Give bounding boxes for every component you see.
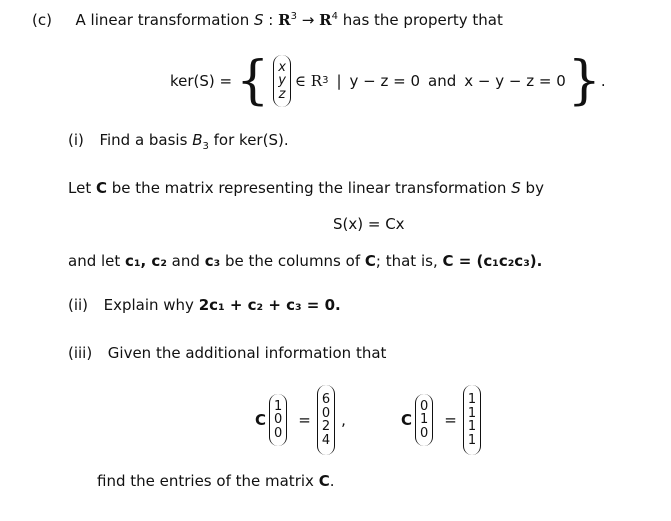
part-ii-text: Explain why	[103, 296, 194, 314]
part-iii-label: (iii)	[68, 344, 93, 362]
eq1-input-3: 0	[274, 425, 283, 441]
columns-c3: c₃	[204, 252, 221, 270]
kernel-condition-1: y − z = 0	[349, 72, 421, 90]
basis-sub: 3	[202, 141, 209, 152]
matrix-definition	[68, 179, 544, 197]
part-i	[68, 131, 289, 152]
eq2-input-1: 0	[420, 398, 429, 414]
part-i-text-before: Find a basis	[99, 131, 188, 149]
intro-text: A linear transformation	[75, 11, 250, 29]
part-ii-label: (ii)	[68, 296, 89, 314]
equation-1	[255, 381, 396, 459]
kernel-bar: |	[336, 72, 342, 90]
part-i-label: (i)	[68, 131, 84, 149]
basis-symbol: B	[192, 131, 203, 149]
right-brace: }	[567, 51, 601, 111]
vector-y: y	[278, 73, 286, 89]
domain-exp: 3	[290, 11, 297, 22]
columns-list: c₁, c₂	[125, 252, 167, 270]
eq1-input-1: 1	[274, 398, 283, 414]
kernel-vector	[273, 55, 291, 107]
eq1-matrix: C	[255, 411, 267, 429]
eq2-output-vector	[463, 385, 481, 455]
eq1-input-2: 0	[274, 412, 283, 428]
question-header	[32, 11, 503, 29]
eq2-equals: =	[444, 411, 457, 429]
kernel-end: .	[600, 72, 606, 90]
kernel-in-space: ∈ R	[294, 72, 323, 90]
equation-2	[401, 381, 481, 459]
closing-C: C	[318, 472, 330, 490]
columns-before: and let	[68, 252, 121, 270]
eq2-input-vector	[415, 394, 433, 446]
kernel-and: and	[428, 72, 457, 90]
eq1-output-4: 4	[321, 432, 331, 448]
arrow-icon: →	[301, 11, 315, 29]
codomain-exp: 4	[331, 11, 338, 22]
part-iii	[68, 344, 386, 362]
columns-definition	[68, 252, 542, 270]
eq2-input-3: 0	[420, 425, 429, 441]
matdef-after: be the matrix representing the linear transformation	[111, 179, 507, 197]
eq1-output-2: 0	[321, 405, 331, 421]
closing-text: find the entries of the matrix	[97, 472, 314, 490]
columns-C: C	[364, 252, 376, 270]
eq1-output-3: 2	[321, 419, 331, 434]
codomain-space: R	[319, 11, 332, 29]
left-brace: {	[236, 51, 270, 111]
matdef-C: C	[95, 179, 107, 197]
matdef-before: Let	[68, 179, 92, 197]
kernel-definition: ker(S) = { x y z ∈ R 3 | y − z = 0 and x − y − z = 0 } .	[170, 51, 606, 111]
eq1-input-vector	[269, 394, 287, 446]
eq-separator: ,	[341, 411, 346, 429]
matrix-equation: S(x) = Cx	[333, 215, 405, 233]
part-label: (c)	[32, 11, 52, 29]
eq2-output-1: 1	[467, 392, 477, 407]
kernel-lhs: ker(S) =	[170, 72, 233, 90]
part-ii-equation: 2c₁ + c₂ + c₃ = 0.	[198, 296, 341, 314]
part-i-text-after: for ker(S).	[213, 131, 289, 149]
domain-space: R	[278, 11, 291, 29]
columns-tail: ; that is,	[375, 252, 438, 270]
map-name: S	[253, 11, 264, 29]
kernel-condition-2: x − y − z = 0	[464, 72, 566, 90]
map-colon: :	[268, 11, 274, 29]
eq2-matrix: C	[401, 411, 413, 429]
eq2-input-2: 1	[420, 412, 429, 428]
closing-end: .	[329, 472, 335, 490]
columns-equation: C = (c₁c₂c₃).	[442, 252, 543, 270]
part-ii	[68, 296, 341, 314]
part-iii-text: Given the additional information that	[107, 344, 387, 362]
eq2-output-4: 1	[467, 432, 477, 448]
eq2-output-3: 1	[467, 419, 477, 434]
vector-x: x	[278, 59, 286, 75]
eq1-output-1: 6	[321, 392, 331, 407]
columns-and: and	[171, 252, 200, 270]
closing-line	[97, 472, 334, 490]
matdef-by: by	[525, 179, 544, 197]
eq2-output-2: 1	[467, 405, 477, 421]
matdef-S: S	[511, 179, 521, 197]
vector-z: z	[278, 86, 286, 102]
intro-tail: has the property that	[342, 11, 503, 29]
eq1-output-vector	[317, 385, 335, 455]
columns-mid: be the columns of	[224, 252, 361, 270]
eq1-equals: =	[298, 411, 311, 429]
